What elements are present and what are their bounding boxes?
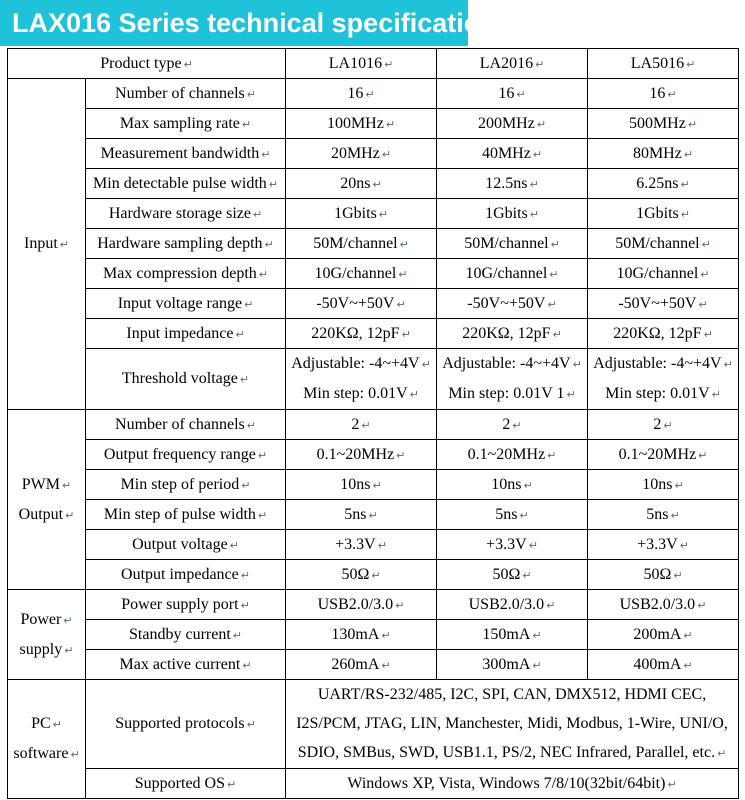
spec-row bbox=[8, 319, 739, 349]
section-cell-pwm-output bbox=[8, 410, 86, 590]
value-cell: 50M/channel ↵ bbox=[286, 229, 437, 259]
value-cell: +3.3V ↵ bbox=[437, 530, 588, 560]
value-cell: 50M/channel ↵ bbox=[588, 229, 739, 259]
value-cell: 0.1~20MHz ↵ bbox=[588, 440, 739, 470]
value-cell: 2 ↵ bbox=[588, 410, 739, 440]
value-cell: USB2.0/3.0 ↵ bbox=[437, 590, 588, 620]
value-cell: 220KΩ, 12pF ↵ bbox=[437, 319, 588, 349]
supported-protocols-cell: UART/RS-232/485, I2C, SPI, CAN, DMX512, HDMI CEC, I2S/PCM, JTAG, LIN, Manchester, Midi, Modbus, 1-Wire, UNI/O, SDIO, SMBus, SWD, USB1.1, PS/2, NEC Infrared, Parallel, etc. ↵ bbox=[286, 680, 739, 769]
value-cell: 300mA ↵ bbox=[437, 650, 588, 680]
spec-row bbox=[8, 769, 739, 799]
row-label-cell: Hardware sampling depth ↵ bbox=[86, 229, 286, 259]
value-line: Adjustable: -4~+4V ↵ bbox=[591, 349, 735, 379]
row-label-cell: Number of channels ↵ bbox=[86, 79, 286, 109]
spec-row bbox=[8, 530, 739, 560]
value-cell: -50V~+50V ↵ bbox=[286, 289, 437, 319]
value-cell: USB2.0/3.0 ↵ bbox=[286, 590, 437, 620]
value-cell: 5ns ↵ bbox=[588, 500, 739, 530]
row-label-cell: Max compression depth ↵ bbox=[86, 259, 286, 289]
row-label-cell: Min detectable pulse width ↵ bbox=[86, 169, 286, 199]
value-cell: 5ns ↵ bbox=[437, 500, 588, 530]
value-cell: 200MHz ↵ bbox=[437, 109, 588, 139]
value-cell: 2 ↵ bbox=[437, 410, 588, 440]
value-cell: 50Ω ↵ bbox=[286, 560, 437, 590]
value-cell: 10ns ↵ bbox=[588, 470, 739, 500]
section-label: PWM ↵ bbox=[11, 470, 82, 500]
value-cell: 0.1~20MHz ↵ bbox=[286, 440, 437, 470]
header-row bbox=[8, 49, 739, 79]
value-cell: 40MHz ↵ bbox=[437, 139, 588, 169]
spec-row bbox=[8, 199, 739, 229]
spec-row bbox=[8, 470, 739, 500]
value-cell: 1Gbits ↵ bbox=[286, 199, 437, 229]
row-label-cell: Hardware storage size ↵ bbox=[86, 199, 286, 229]
value-cell: 5ns ↵ bbox=[286, 500, 437, 530]
section-cell-pc-software bbox=[8, 680, 86, 799]
value-cell: 150mA ↵ bbox=[437, 620, 588, 650]
value-cell: 0.1~20MHz ↵ bbox=[437, 440, 588, 470]
spec-row bbox=[8, 680, 739, 769]
row-label-cell: Power supply port ↵ bbox=[86, 590, 286, 620]
value-cell: 200mA ↵ bbox=[588, 620, 739, 650]
section-label: software ↵ bbox=[11, 739, 82, 769]
value-cell: USB2.0/3.0 ↵ bbox=[588, 590, 739, 620]
row-label-cell: Standby current ↵ bbox=[86, 620, 286, 650]
spec-row bbox=[8, 590, 739, 620]
model-header-la1016: LA1016 ↵ bbox=[286, 49, 437, 79]
spec-row bbox=[8, 289, 739, 319]
value-cell: 100MHz ↵ bbox=[286, 109, 437, 139]
value-cell: 260mA ↵ bbox=[286, 650, 437, 680]
row-label-cell: Input voltage range ↵ bbox=[86, 289, 286, 319]
row-label-cell: Measurement bandwidth ↵ bbox=[86, 139, 286, 169]
value-cell: 220KΩ, 12pF ↵ bbox=[286, 319, 437, 349]
spec-row bbox=[8, 259, 739, 289]
row-label-cell: Number of channels ↵ bbox=[86, 410, 286, 440]
section-cell-input bbox=[8, 79, 86, 410]
section-label: PC ↵ bbox=[11, 709, 82, 739]
value-cell: +3.3V ↵ bbox=[588, 530, 739, 560]
value-cell: -50V~+50V ↵ bbox=[437, 289, 588, 319]
value-cell: 16 ↵ bbox=[286, 79, 437, 109]
value-cell: 500MHz ↵ bbox=[588, 109, 739, 139]
value-cell: 50M/channel ↵ bbox=[437, 229, 588, 259]
spec-row bbox=[8, 620, 739, 650]
value-cell: 16 ↵ bbox=[588, 79, 739, 109]
title-bar bbox=[0, 0, 745, 46]
value-cell: 10G/channel ↵ bbox=[588, 259, 739, 289]
model-header-la2016: LA2016 ↵ bbox=[437, 49, 588, 79]
section-label: Output ↵ bbox=[11, 500, 82, 530]
row-label-cell: Output frequency range ↵ bbox=[86, 440, 286, 470]
value-line: Min step: 0.01V 1 ↵ bbox=[440, 379, 584, 409]
spec-row bbox=[8, 139, 739, 169]
value-cell bbox=[437, 349, 588, 410]
value-cell: 130mA ↵ bbox=[286, 620, 437, 650]
value-cell: 20ns ↵ bbox=[286, 169, 437, 199]
spec-row bbox=[8, 410, 739, 440]
row-label-cell: Max sampling rate ↵ bbox=[86, 109, 286, 139]
section-cell-power-supply bbox=[8, 590, 86, 680]
row-label-cell: Input impedance ↵ bbox=[86, 319, 286, 349]
value-cell: -50V~+50V ↵ bbox=[588, 289, 739, 319]
row-label-cell: Min step of period ↵ bbox=[86, 470, 286, 500]
title-banner bbox=[0, 0, 497, 46]
row-label-cell: Threshold voltage ↵ bbox=[86, 349, 286, 410]
value-cell: 220KΩ, 12pF ↵ bbox=[588, 319, 739, 349]
value-cell: 2 ↵ bbox=[286, 410, 437, 440]
spec-row bbox=[8, 650, 739, 680]
value-cell: 12.5ns ↵ bbox=[437, 169, 588, 199]
value-cell: 1Gbits ↵ bbox=[437, 199, 588, 229]
value-cell: 1Gbits ↵ bbox=[588, 199, 739, 229]
value-line: Min step: 0.01V ↵ bbox=[591, 379, 735, 409]
row-label-cell: Output voltage ↵ bbox=[86, 530, 286, 560]
spec-row bbox=[8, 79, 739, 109]
spec-row bbox=[8, 500, 739, 530]
product-type-header-cell: Product type ↵ bbox=[8, 49, 286, 79]
row-label-cell: Output impedance ↵ bbox=[86, 560, 286, 590]
value-cell: 50Ω ↵ bbox=[437, 560, 588, 590]
model-header-la5016: LA5016 ↵ bbox=[588, 49, 739, 79]
value-line: Adjustable: -4~+4V ↵ bbox=[289, 349, 433, 379]
spec-row bbox=[8, 349, 739, 410]
value-cell: 10ns ↵ bbox=[286, 470, 437, 500]
row-label-cell: Min step of pulse width ↵ bbox=[86, 500, 286, 530]
spec-row bbox=[8, 440, 739, 470]
row-label-cell: Supported protocols ↵ bbox=[86, 680, 286, 769]
supported-os-cell: Windows XP, Vista, Windows 7/8/10(32bit/64bit) ↵ bbox=[286, 769, 739, 799]
spec-row bbox=[8, 169, 739, 199]
value-line: Min step: 0.01V ↵ bbox=[289, 379, 433, 409]
value-cell: 10ns ↵ bbox=[437, 470, 588, 500]
value-cell: 80MHz ↵ bbox=[588, 139, 739, 169]
section-label: Power ↵ bbox=[11, 605, 82, 635]
value-cell: 10G/channel ↵ bbox=[437, 259, 588, 289]
row-label-cell: Supported OS ↵ bbox=[86, 769, 286, 799]
spec-row bbox=[8, 229, 739, 259]
spec-table bbox=[7, 48, 739, 799]
spec-row bbox=[8, 560, 739, 590]
value-cell: 400mA ↵ bbox=[588, 650, 739, 680]
section-label: Input ↵ bbox=[11, 229, 82, 259]
section-label: supply ↵ bbox=[11, 635, 82, 665]
value-cell: 20MHz ↵ bbox=[286, 139, 437, 169]
value-cell: +3.3V ↵ bbox=[286, 530, 437, 560]
page-title: LAX016 Series technical specification bbox=[12, 7, 497, 38]
value-cell: 6.25ns ↵ bbox=[588, 169, 739, 199]
value-cell: 16 ↵ bbox=[437, 79, 588, 109]
value-line: Adjustable: -4~+4V ↵ bbox=[440, 349, 584, 379]
value-cell bbox=[286, 349, 437, 410]
value-cell bbox=[588, 349, 739, 410]
value-cell: 10G/channel ↵ bbox=[286, 259, 437, 289]
row-label-cell: Max active current ↵ bbox=[86, 650, 286, 680]
value-cell: 50Ω ↵ bbox=[588, 560, 739, 590]
spec-row bbox=[8, 109, 739, 139]
